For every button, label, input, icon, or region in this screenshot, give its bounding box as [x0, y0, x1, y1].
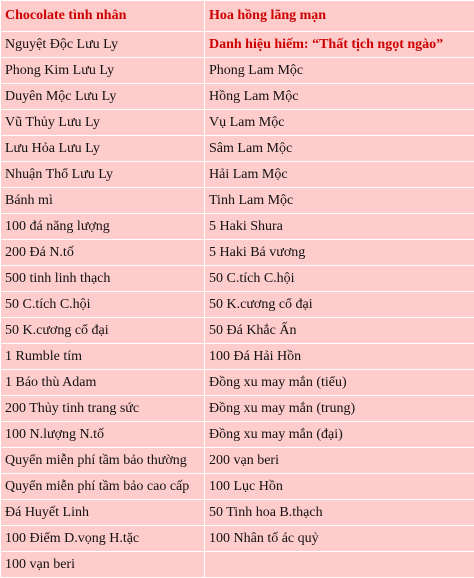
table-row: [1, 474, 474, 500]
table-body: [1, 32, 474, 578]
chocolate-reward-cell: Đá Huyết Linh: [1, 500, 205, 526]
rose-reward-cell: 50 C.tích C.hội: [205, 266, 474, 292]
header-row: [1, 1, 474, 32]
rose-reward-cell: Đồng xu may mắn (tiểu): [205, 370, 474, 396]
chocolate-reward-cell: Nguyệt Độc Lưu Ly: [1, 32, 205, 58]
chocolate-reward-cell: Quyển miễn phí tầm bảo cao cấp: [1, 474, 205, 500]
rose-reward-cell: Vụ Lam Mộc: [205, 110, 474, 136]
header-chocolate: Chocolate tình nhân: [1, 1, 205, 32]
table-row: [1, 344, 474, 370]
chocolate-reward-cell: Phong Kim Lưu Ly: [1, 58, 205, 84]
table-row: [1, 526, 474, 552]
table-row: [1, 318, 474, 344]
chocolate-reward-cell: 1 Rumble tím: [1, 344, 205, 370]
rose-reward-cell: Sâm Lam Mộc: [205, 136, 474, 162]
chocolate-reward-cell: 100 N.lượng N.tố: [1, 422, 205, 448]
chocolate-reward-cell: 50 K.cương cổ đại: [1, 318, 205, 344]
table-row: [1, 292, 474, 318]
rose-reward-cell: Hải Lam Mộc: [205, 162, 474, 188]
rose-reward-cell: 100 Nhân tố ác quỷ: [205, 526, 474, 552]
chocolate-reward-cell: 200 Đá N.tố: [1, 240, 205, 266]
rose-reward-cell: Phong Lam Mộc: [205, 58, 474, 84]
rose-reward-cell: Đồng xu may mắn (trung): [205, 396, 474, 422]
rose-reward-cell: 5 Haki Shura: [205, 214, 474, 240]
table-row: [1, 214, 474, 240]
chocolate-reward-cell: 1 Báo thù Adam: [1, 370, 205, 396]
rose-reward-cell: 50 Tinh hoa B.thạch: [205, 500, 474, 526]
table-header: [1, 1, 474, 32]
table-row: [1, 370, 474, 396]
chocolate-reward-cell: 100 đá năng lượng: [1, 214, 205, 240]
chocolate-reward-cell: Duyên Mộc Lưu Ly: [1, 84, 205, 110]
rose-reward-cell: 5 Haki Bá vương: [205, 240, 474, 266]
chocolate-reward-cell: 100 vạn beri: [1, 552, 205, 578]
table-row: [1, 162, 474, 188]
rose-reward-cell: 100 Đá Hải Hồn: [205, 344, 474, 370]
rose-reward-cell: 50 Đá Khắc Ấn: [205, 318, 474, 344]
rose-reward-cell: 100 Lục Hồn: [205, 474, 474, 500]
table-row: [1, 240, 474, 266]
chocolate-reward-cell: Lưu Hỏa Lưu Ly: [1, 136, 205, 162]
table-row: [1, 136, 474, 162]
rose-reward-cell: 50 K.cương cổ đại: [205, 292, 474, 318]
table-row: [1, 396, 474, 422]
table-row: [1, 110, 474, 136]
chocolate-reward-cell: Vũ Thủy Lưu Ly: [1, 110, 205, 136]
table-row: [1, 422, 474, 448]
table-row: [1, 58, 474, 84]
chocolate-reward-cell: 200 Thủy tinh trang sức: [1, 396, 205, 422]
chocolate-reward-cell: 100 Điểm D.vọng H.tặc: [1, 526, 205, 552]
chocolate-reward-cell: Quyển miễn phí tầm bảo thường: [1, 448, 205, 474]
rose-reward-cell: Tinh Lam Mộc: [205, 188, 474, 214]
rose-reward-cell: Hồng Lam Mộc: [205, 84, 474, 110]
chocolate-reward-cell: 500 tinh linh thạch: [1, 266, 205, 292]
table-row: [1, 188, 474, 214]
table-row: [1, 500, 474, 526]
table-row: [1, 448, 474, 474]
rose-reward-cell: 200 vạn beri: [205, 448, 474, 474]
table-row: [1, 266, 474, 292]
rose-reward-cell-title: Danh hiệu hiếm: “Thất tịch ngọt ngào”: [205, 32, 474, 58]
table-row: [1, 84, 474, 110]
rose-reward-cell: Đồng xu may mắn (đại): [205, 422, 474, 448]
chocolate-reward-cell: Bánh mì: [1, 188, 205, 214]
table-row: [1, 552, 474, 578]
table-row: [1, 32, 474, 58]
chocolate-reward-cell: 50 C.tích C.hội: [1, 292, 205, 318]
chocolate-reward-cell: Nhuận Thổ Lưu Ly: [1, 162, 205, 188]
header-rose: Hoa hồng lãng mạn: [205, 1, 474, 32]
rose-reward-cell-empty: [205, 552, 474, 578]
